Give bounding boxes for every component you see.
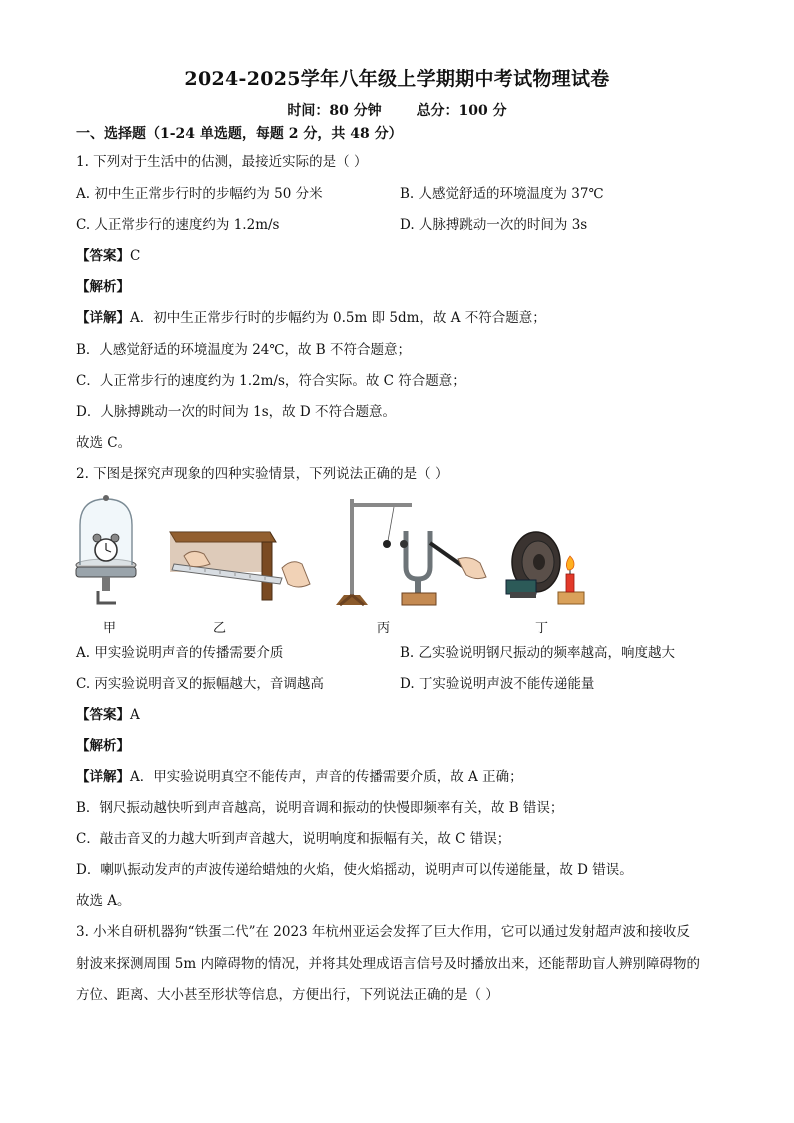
q1-stem: 1. 下列对于生活中的估测，最接近实际的是（ ）: [76, 154, 368, 170]
q1-detail-text-a: A．初中生正常步行时的步幅约为 0.5m 即 5dm，故 A 不符合题意；: [130, 310, 546, 326]
q1-detail-4: D．人脉搏跳动一次的时间为 1s，故 D 不符合题意。: [76, 404, 397, 420]
q1-answer: [76, 246, 140, 266]
q2-option-a: A. 甲实验说明声音的传播需要介质: [76, 645, 284, 661]
q1-answer-value: C: [130, 248, 141, 264]
q2-option-d: D. 丁实验说明声波不能传递能量: [400, 676, 595, 692]
figure-speaker-candle: [502, 526, 588, 608]
q2-detail-2: B．钢尺振动越快听到声音越高，说明音调和振动的快慢即频率有关，故 B 错误；: [76, 800, 564, 816]
exam-subtitle: [0, 100, 794, 120]
exam-score: 总分：100 分: [416, 103, 507, 119]
q1-detail-2: B．人感觉舒适的环境温度为 24℃，故 B 不符合题意；: [76, 342, 411, 358]
figure-bell-jar: [72, 495, 140, 613]
q1-option-d: D. 人脉搏跳动一次的时间为 3s: [400, 217, 588, 233]
figure-ruler-table: [170, 528, 320, 608]
q3-stem-line-3: 方位、距离、大小甚至形状等信息，方便出行，下列说法正确的是（ ）: [76, 987, 499, 1003]
q2-conclusion: 故选 A。: [76, 893, 131, 909]
q1-analysis-tag: 【解析】: [76, 279, 130, 295]
q2-detail-3: C．敲击音叉的力越大听到声音越大，说明响度和振幅有关，故 C 错误；: [76, 831, 511, 847]
figure-tuning-fork: [330, 497, 490, 609]
q2-analysis-tag: 【解析】: [76, 738, 130, 754]
q2-stem: 2. 下图是探究声现象的四种实验情景，下列说法正确的是（ ）: [76, 466, 449, 482]
q1-detail-3: C．人正常步行的速度约为 1.2m/s，符合实际。故 C 符合题意；: [76, 373, 466, 389]
q3-stem-line-1: 3. 小米自研机器狗“铁蛋二代”在 2023 年杭州亚运会发挥了巨大作用，它可以通过发射超声波和接收反: [76, 924, 690, 940]
section-heading: 一、选择题（1-24 单选题，每题 2 分，共 48 分）: [76, 126, 403, 142]
q2-answer-value: A: [130, 707, 140, 723]
q1-option-c: C. 人正常步行的速度约为 1.2m/s: [76, 217, 280, 233]
q2-answer-tag: 【答案】: [76, 707, 130, 723]
q1-option-b: B. 人感觉舒适的环境温度为 37℃: [400, 186, 604, 202]
figure-label-jia: 甲: [103, 621, 117, 636]
exam-title: 2024-2025学年八年级上学期期中考试物理试卷: [184, 68, 610, 90]
q2-option-c: C. 丙实验说明音叉的振幅越大，音调越高: [76, 676, 324, 692]
q1-detail-tag: 【详解】: [76, 310, 130, 326]
q2-answer: [76, 705, 140, 725]
exam-time: 时间：80 分钟: [287, 103, 382, 119]
figure-label-yi: 乙: [213, 621, 227, 636]
q2-detail-tag: 【详解】: [76, 769, 130, 785]
q2-detail-4: D．喇叭振动发声的声波传递给蜡烛的火焰，使火焰摇动，说明声可以传递能量，故 D 错误。: [76, 862, 633, 878]
figure-label-ding: 丁: [535, 621, 549, 636]
q2-detail-1: [76, 767, 523, 787]
q3-stem-line-2: 射波来探测周围 5m 内障碍物的情况，并将其处理成语言信号及时播放出来，还能帮助盲人辨别障碍物的: [76, 956, 700, 972]
q1-conclusion: 故选 C。: [76, 435, 132, 451]
q2-detail-text-a: A．甲实验说明真空不能传声，声音的传播需要介质，故 A 正确；: [130, 769, 523, 785]
q1-answer-tag: 【答案】: [76, 248, 130, 264]
figure-label-bing: 丙: [377, 621, 391, 636]
q1-detail-1: [76, 308, 546, 328]
q2-option-b: B. 乙实验说明钢尺振动的频率越高，响度越大: [400, 645, 676, 661]
q1-option-a: A. 初中生正常步行时的步幅约为 50 分米: [76, 186, 323, 202]
